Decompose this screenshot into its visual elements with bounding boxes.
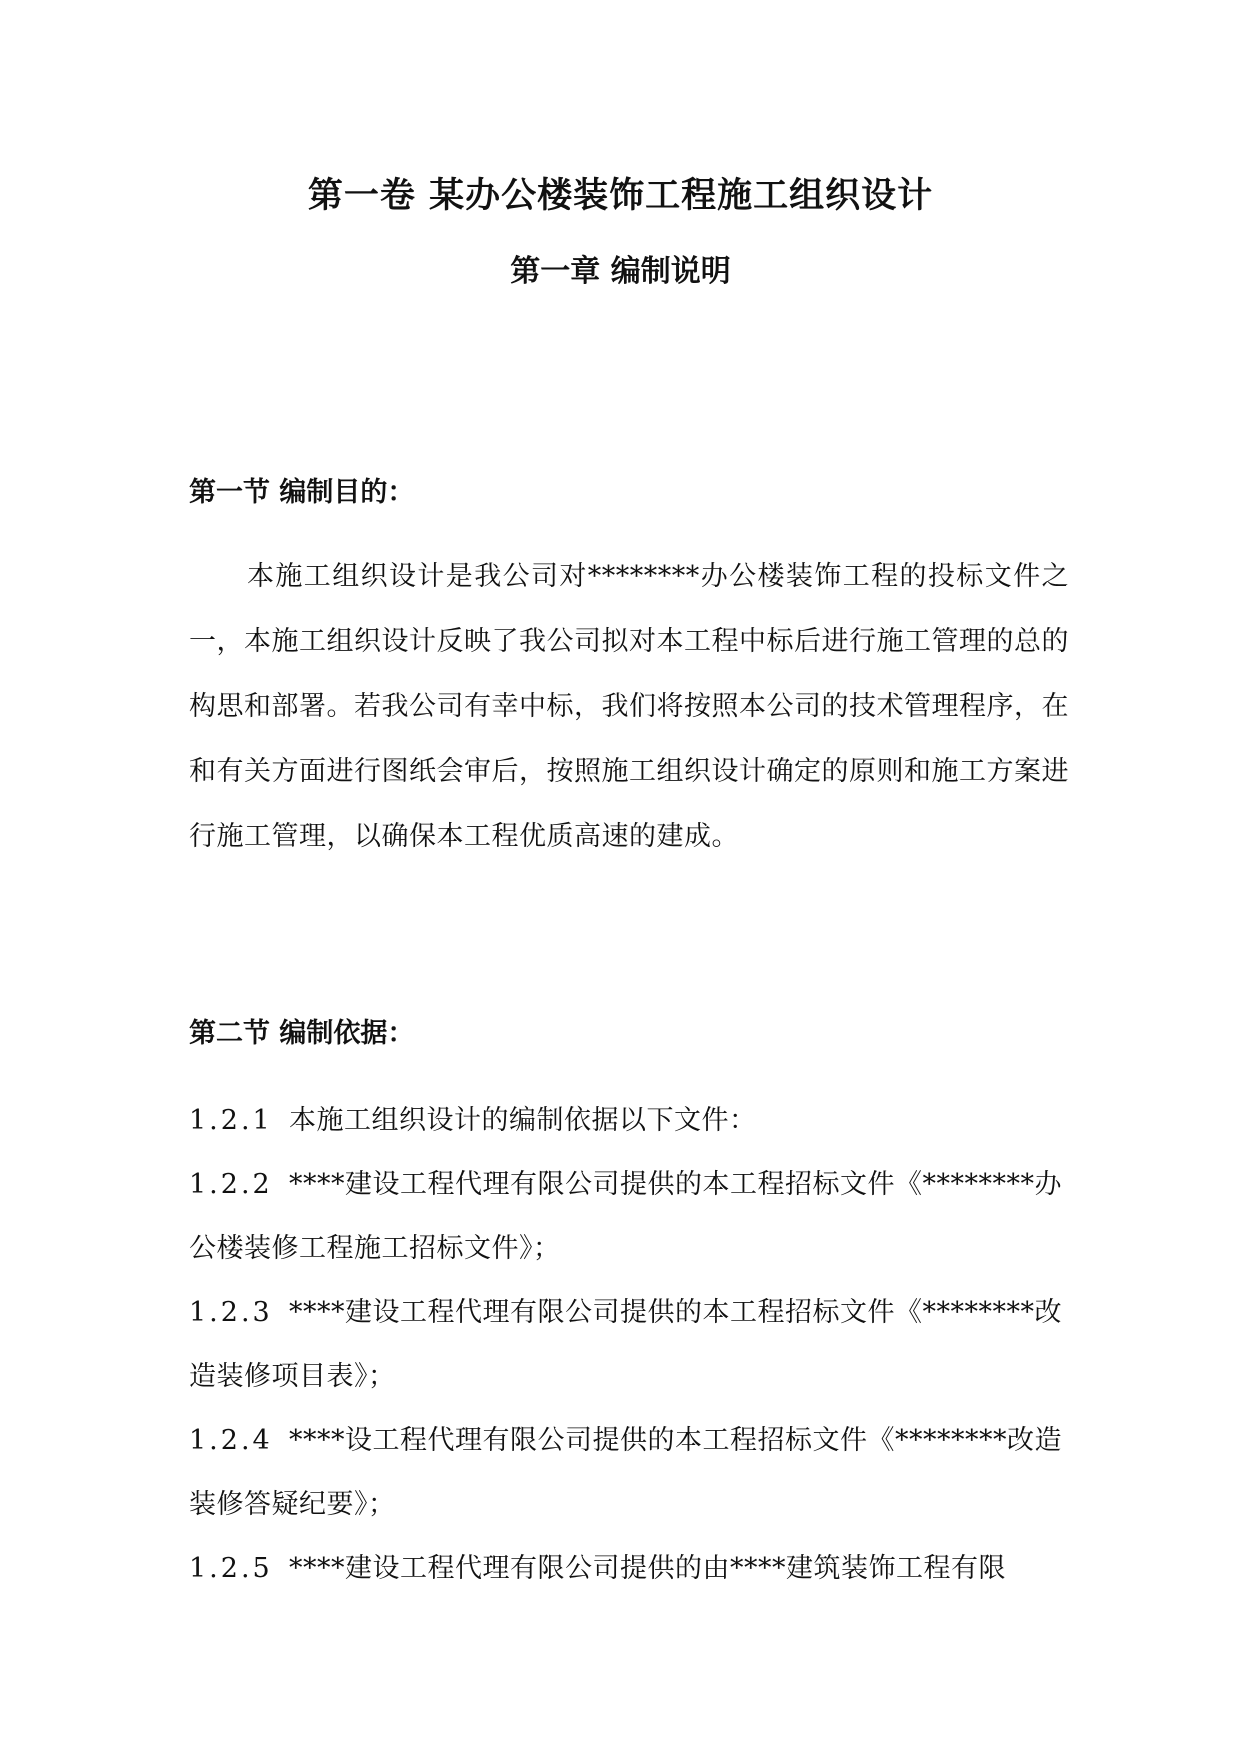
basis-item-number: 1.2.1 [189, 1105, 273, 1136]
volume-title: 第一卷 某办公楼装饰工程施工组织设计 [307, 176, 934, 216]
basis-item-number: 1.2.3 [189, 1297, 273, 1328]
basis-item-number: 1.2.4 [189, 1425, 273, 1456]
basis-item-text: ****设工程代理有限公司提供的本工程招标文件《********改造装修答疑纪要》； [189, 1425, 1062, 1520]
chapter-title: 第一章 编制说明 [510, 254, 731, 289]
basis-item-number: 1.2.2 [189, 1169, 273, 1200]
basis-item [189, 1089, 1069, 1153]
basis-item [189, 1409, 1069, 1537]
purpose-paragraph: 本施工组织设计是我公司对********办公楼装饰工程的投标文件之一，本施工组织设计反映了我公司拟对本工程中标后进行施工管理的总的构思和部署。若我公司有幸中标，我们将按照本公司的技术管理程序，在和有关方面进行图纸会审后，按照施工组织设计确定的原则和施工方案进行施工管理，以确保本工程优质高速的建成。 [189, 561, 1069, 852]
basis-item-number: 1.2.5 [189, 1553, 273, 1584]
basis-item [189, 1281, 1069, 1409]
basis-item-text: ****建设工程代理有限公司提供的本工程招标文件《********改造装修项目表》； [189, 1297, 1062, 1392]
basis-item-text: 本施工组织设计的编制依据以下文件： [289, 1105, 757, 1136]
basis-item-text: ****建设工程代理有限公司提供的由****建筑装饰工程有限 [289, 1553, 1006, 1584]
basis-item-text: ****建设工程代理有限公司提供的本工程招标文件《********办公楼装修工程施工招标文件》； [189, 1169, 1062, 1264]
section-heading-purpose: 第一节 编制目的： [189, 477, 415, 508]
basis-item [189, 1153, 1069, 1281]
basis-item [189, 1537, 1069, 1601]
basis-list [189, 1089, 1069, 1601]
section-heading-basis: 第二节 编制依据： [189, 1018, 415, 1049]
